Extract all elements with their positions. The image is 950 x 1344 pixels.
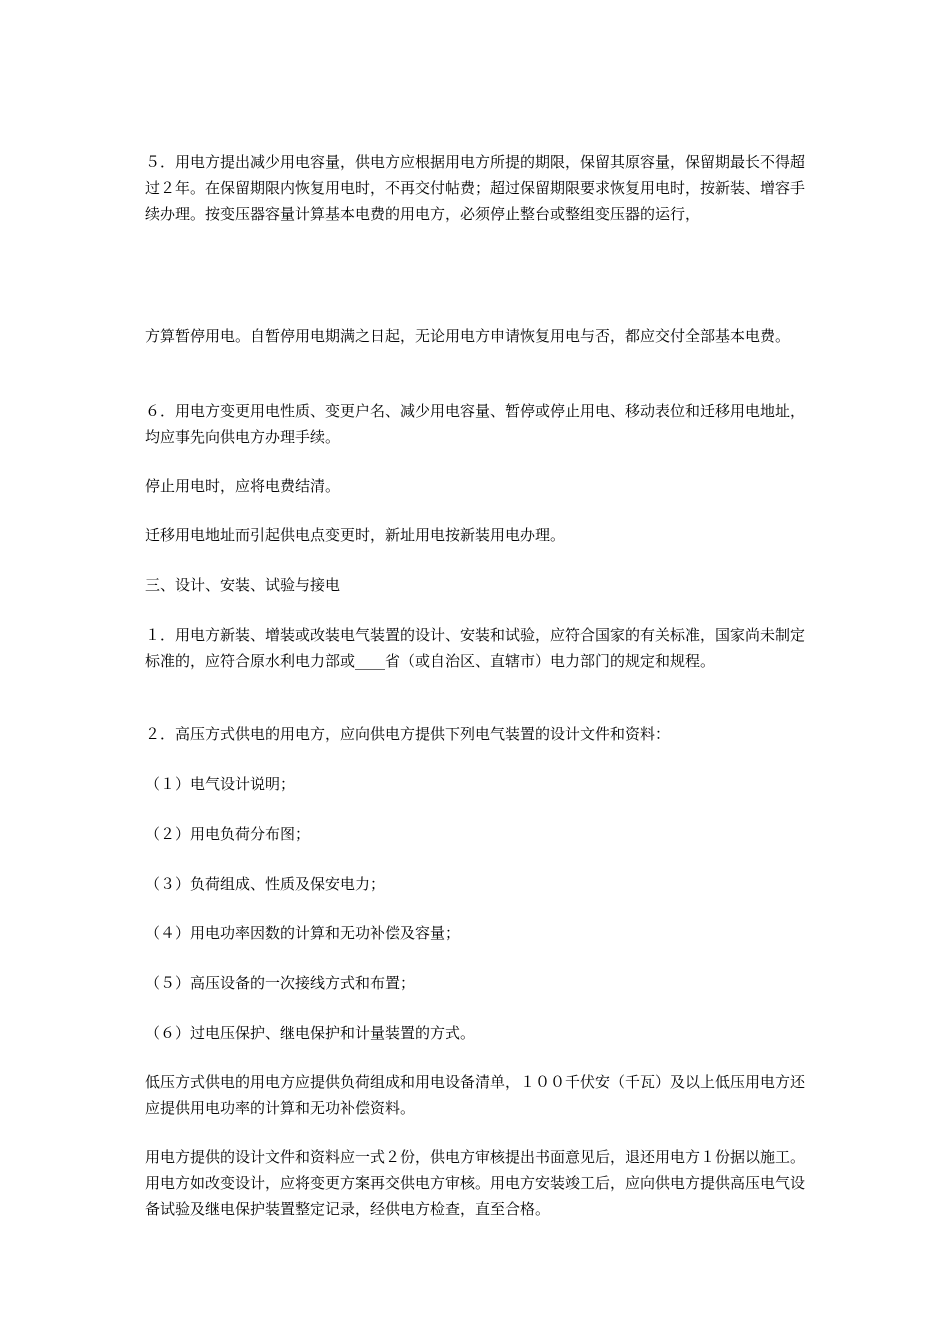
paragraph-relocation: 迁移用电地址而引起供电点变更时，新址用电按新装用电办理。	[145, 526, 566, 544]
paragraph-2-high-voltage-docs: ２．高压方式供电的用电方，应向供电方提供下列电气装置的设计文件和资料：	[145, 725, 671, 743]
list-item-5: （５）高压设备的一次接线方式和布置；	[145, 974, 416, 992]
paragraph-1-standards: １．用电方新装、增装或改装电气装置的设计、安装和试验，应符合国家的有关标准，国家尚未制定标准的，应符合原水利电力部或____省（或自治区、直辖市）电力部门的规定和规程。	[145, 626, 806, 670]
paragraph-stop-service: 停止用电时，应将电费结清。	[145, 477, 341, 495]
list-item-6: （６）过电压保护、继电保护和计量装置的方式。	[145, 1024, 476, 1042]
paragraph-6-change-procedures: ６．用电方变更用电性质、变更户名、减少用电容量、暂停或停止用电、移动表位和迁移用电地址，均应事先向供电方办理手续。	[145, 402, 806, 446]
paragraph-low-voltage: 低压方式供电的用电方应提供负荷组成和用电设备清单，１００千伏安（千瓦）及以上低压用电方还应提供用电功率的计算和无功补偿资料。	[145, 1073, 806, 1117]
list-item-1: （１）电气设计说明；	[145, 775, 296, 793]
paragraph-design-review: 用电方提供的设计文件和资料应一式２份，供电方审核提出书面意见后，退还用电方１份据以施工。用电方如改变设计，应将变更方案再交供电方审核。用电方安装竣工后，应向供电方提供高压电气设备试验及继电保护装置整定记录，经供电方检查，直至合格。	[145, 1148, 806, 1218]
list-item-3: （３）负荷组成、性质及保安电力；	[145, 875, 386, 893]
section-heading-design-install: 三、设计、安装、试验与接电	[145, 576, 341, 594]
paragraph-suspension-fee: 方算暂停用电。自暂停用电期满之日起，无论用电方申请恢复用电与否，都应交付全部基本电费。	[145, 327, 791, 345]
list-item-2: （２）用电负荷分布图；	[145, 825, 311, 843]
paragraph-5-capacity-reduction: ５．用电方提出减少用电容量，供电方应根据用电方所提的期限，保留其原容量，保留期最长不得超过２年。在保留期限内恢复用电时，不再交付帖费；超过保留期限要求恢复用电时，按新装、增容手续办理。按变压器容量计算基本电费的用电方，必须停止整台或整组变压器的运行，	[145, 153, 806, 223]
list-item-4: （４）用电功率因数的计算和无功补偿及容量；	[145, 924, 461, 942]
